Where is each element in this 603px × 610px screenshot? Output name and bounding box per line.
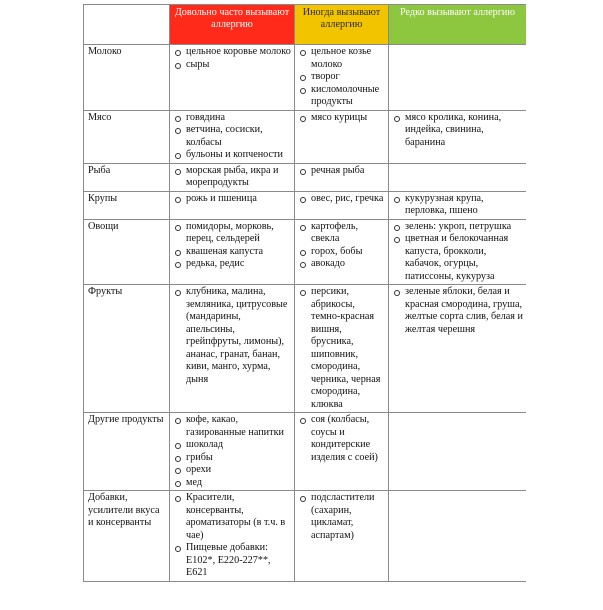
cell-list	[299, 492, 385, 542]
cell-sometimes	[295, 110, 389, 163]
cell-list	[299, 414, 385, 464]
cell-rare	[389, 413, 527, 491]
cell-list	[174, 46, 291, 71]
list-item: соя (колбасы, соусы и кондитерские изделия с соей)	[299, 414, 385, 464]
cell-rare	[389, 491, 527, 582]
cell-list	[299, 46, 385, 109]
list-item: говядина	[174, 112, 291, 125]
allergy-table	[83, 4, 526, 582]
cell-rare	[389, 163, 527, 191]
cell-rare	[389, 285, 527, 413]
cell-list	[299, 193, 385, 206]
list-item: орехи	[174, 464, 291, 477]
row-category: Крупы	[84, 191, 170, 219]
cell-list	[174, 193, 291, 206]
cell-often	[170, 110, 295, 163]
cell-often	[170, 491, 295, 582]
list-item: грибы	[174, 452, 291, 465]
list-item: сыры	[174, 59, 291, 72]
list-item: квашеная капуста	[174, 246, 291, 259]
list-item: цветная и белокочанная капуста, брокколи, кабачок, огурцы, патиссоны, кукуруза	[393, 233, 523, 283]
cell-sometimes	[295, 491, 389, 582]
cell-list	[174, 165, 291, 190]
allergy-table-container	[83, 4, 526, 610]
cell-list	[299, 286, 385, 411]
cell-rare	[389, 45, 527, 111]
table-row	[84, 110, 527, 163]
list-item: Пищевые добавки: Е102*, Е220-227**, Е621	[174, 542, 291, 580]
cell-often	[170, 413, 295, 491]
cell-list	[393, 193, 523, 218]
header-rare: Редко вызывают аллергию	[389, 5, 527, 45]
list-item: горох, бобы	[299, 246, 385, 259]
cell-often	[170, 219, 295, 285]
list-item: мясо курицы	[299, 112, 385, 125]
list-item: рожь и пшеница	[174, 193, 291, 206]
list-item: помидоры, морковь, перец, сельдерей	[174, 221, 291, 246]
row-category: Овощи	[84, 219, 170, 285]
list-item: цельное козье молоко	[299, 46, 385, 71]
list-item: клубника, малина, земляника, цитрусовые (мандарины, апельсины, грейпфруты, лимоны), ананас, гранат, банан, киви, манго, хурма, дыня	[174, 286, 291, 386]
list-item: ветчина, сосиски, колбасы	[174, 124, 291, 149]
row-category: Фрукты	[84, 285, 170, 413]
cell-list	[393, 286, 523, 336]
list-item: кисломолочные продукты	[299, 84, 385, 109]
list-item: кукурузная крупа, перловка, пшено	[393, 193, 523, 218]
cell-list	[174, 112, 291, 162]
table-row	[84, 491, 527, 582]
list-item: мед	[174, 477, 291, 490]
cell-rare	[389, 110, 527, 163]
header-often: Довольно часто вызывают аллергию	[170, 5, 295, 45]
cell-often	[170, 163, 295, 191]
cell-list	[299, 221, 385, 271]
list-item: речная рыба	[299, 165, 385, 178]
table-body	[84, 45, 527, 582]
cell-list	[174, 221, 291, 271]
list-item: овес, рис, гречка	[299, 193, 385, 206]
cell-list	[393, 112, 523, 150]
table-row	[84, 191, 527, 219]
header-row	[84, 5, 527, 45]
header-sometimes: Иногда вызывают аллергию	[295, 5, 389, 45]
list-item: редька, редис	[174, 258, 291, 271]
list-item: цельное коровье молоко	[174, 46, 291, 59]
cell-list	[299, 112, 385, 125]
table-row	[84, 285, 527, 413]
cell-sometimes	[295, 413, 389, 491]
row-category: Рыба	[84, 163, 170, 191]
list-item: картофель, свекла	[299, 221, 385, 246]
cell-sometimes	[295, 285, 389, 413]
list-item: Красители, консерванты, ароматизаторы (в т.ч. в чае)	[174, 492, 291, 542]
list-item: творог	[299, 71, 385, 84]
row-category: Молоко	[84, 45, 170, 111]
list-item: бульоны и копчености	[174, 149, 291, 162]
cell-sometimes	[295, 219, 389, 285]
list-item: авокадо	[299, 258, 385, 271]
cell-sometimes	[295, 163, 389, 191]
cell-rare	[389, 191, 527, 219]
row-category: Добавки, усилители вкуса и консерванты	[84, 491, 170, 582]
table-row	[84, 163, 527, 191]
cell-list	[299, 165, 385, 178]
row-category: Мясо	[84, 110, 170, 163]
list-item: персики, абрикосы, темно-красная вишня, брусника, шиповник, смородина, черника, черная смородина, клюква	[299, 286, 385, 411]
list-item: шоколад	[174, 439, 291, 452]
cell-often	[170, 285, 295, 413]
cell-rare	[389, 219, 527, 285]
list-item: подсластители (сахарин, цикламат, аспартам)	[299, 492, 385, 542]
cell-list	[174, 492, 291, 580]
list-item: мясо кролика, конина, индейка, свинина, баранина	[393, 112, 523, 150]
list-item: морская рыба, икра и морепродукты	[174, 165, 291, 190]
cell-list	[174, 414, 291, 489]
list-item: зелень: укроп, петрушка	[393, 221, 523, 234]
row-category: Другие продукты	[84, 413, 170, 491]
table-row	[84, 45, 527, 111]
cell-often	[170, 45, 295, 111]
table-row	[84, 413, 527, 491]
header-corner	[84, 5, 170, 45]
list-item: кофе, какао, газированные напитки	[174, 414, 291, 439]
cell-sometimes	[295, 191, 389, 219]
cell-list	[393, 221, 523, 284]
table-row	[84, 219, 527, 285]
cell-sometimes	[295, 45, 389, 111]
list-item: зеленые яблоки, белая и красная смородина, груша, желтые сорта слив, белая и желтая черешня	[393, 286, 523, 336]
cell-list	[174, 286, 291, 386]
cell-often	[170, 191, 295, 219]
